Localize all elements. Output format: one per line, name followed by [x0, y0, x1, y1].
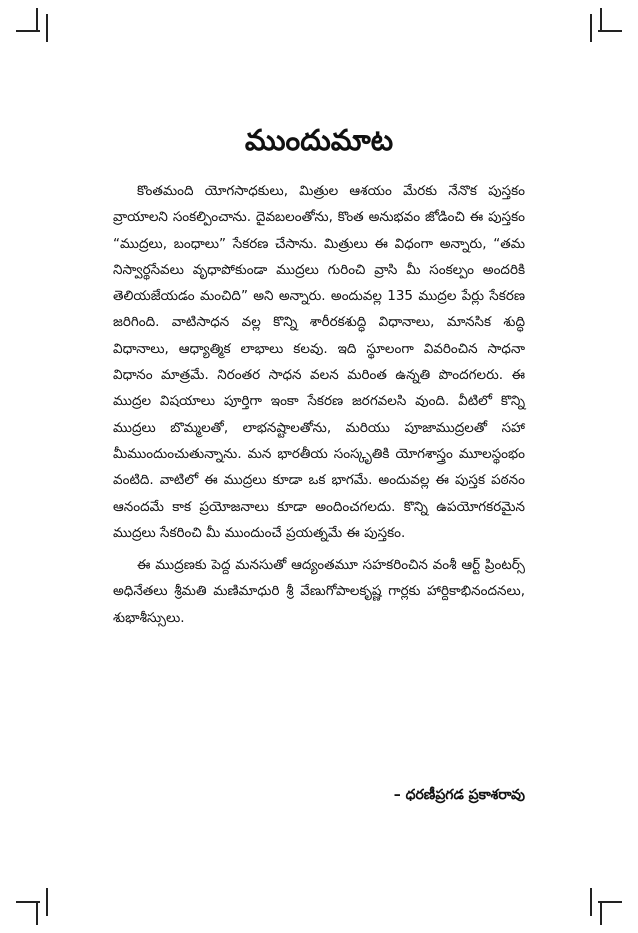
crop-mark [590, 14, 592, 42]
page-title: ముందుమాట [244, 123, 394, 157]
crop-mark [36, 8, 38, 30]
crop-mark [46, 14, 48, 42]
crop-mark [600, 903, 602, 925]
preface-paragraph: కొంతమంది యోగసాధకులు, మిత్రుల ఆశయం మేరకు నేనొక పుస్తకం వ్రాయాలని సంకల్పించాను. దైవబలంతోను, కొంత అనుభవం జోడించి ఈ పుస్తకం “ముద్రలు, బంధాలు” సేకరణ చేసాను. మిత్రులు ఈ విధంగా అన్నారు, “తమ నిస్వార్థసేవలు వృధాపోకుండా ముద్రలు గురించి వ్రాసి మీ సంకల్పం అందరికి తెలియజేయడం మంచిది” అని అన్నారు. అందువల్ల 135 ముద్రల పేర్లు సేకరణ జరిగింది. వాటిసాధన వల్ల కొన్ని శారీరకశుద్ధి విధానాలు, మానసిక శుద్ధి విధానాలు, ఆధ్యాత్మిక లాభాలు కలవు. ఇది స్థూలంగా వివరించిన సాధనా విధానం మాత్రమే. నిరంతర సాధన వలన మరింత ఉన్నతి పొందగలరు. ఈ ముద్రల విషయాలు పూర్తిగా ఇంకా సేకరణ జరగవలసి వుంది. వీటిలో కొన్ని ముద్రలు బొమ్మలతో, లాభనష్టాలతోను, మరియు పూజాముద్రలతో సహా మీముందుంచుతున్నాను. మన భారతీయ సంస్కృతికి యోగశాస్త్రం మూలస్థంభం వంటిది. వాటిలో ఈ ముద్రలు కూడా ఒక భాగమే. అందువల్ల ఈ పుస్తక పఠనం ఆనందమే కాక ప్రయోజనాలు కూడా అందించగలదు. కొన్ని ఉపయోగకరమైన ముద్రలు సేకరించి మీ ముందుంచే ప్రయత్నమే ఈ పుస్తకం. [113, 183, 525, 541]
crop-mark [600, 8, 602, 30]
crop-mark [598, 30, 622, 32]
preface-body [113, 178, 525, 631]
acknowledgement-paragraph: ఈ ముద్రణకు పెద్ద మనసుతో ఆద్యంతమూ సహకరించిన వంశీ ఆర్ట్ ప్రింటర్స్ అధినేతలు శ్రీమతి మణిమాధురి శ్రీ వేణుగోపాలకృష్ణ గార్లకు హార్దికాభినందనలు, శుభాశీస్సులు. [113, 557, 525, 626]
author-signature: – ధరణీప్రగడ ప్రకాశరావు [393, 787, 525, 803]
crop-mark [598, 901, 622, 903]
crop-mark [46, 888, 48, 916]
crop-mark [36, 903, 38, 925]
crop-mark [16, 30, 40, 32]
crop-mark [590, 888, 592, 916]
